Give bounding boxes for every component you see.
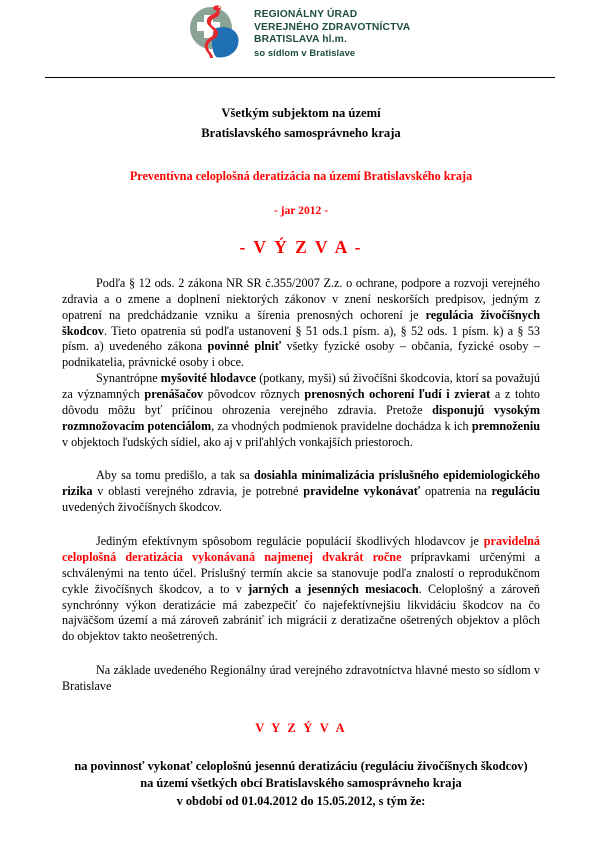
org-line-3: BRATISLAVA hl.m.: [254, 34, 347, 46]
p2-bold3: prenosných ochorení ľudí i zvierat: [304, 387, 491, 402]
org-line-2: VEREJNÉHO ZDRAVOTNÍCTVA: [254, 21, 411, 33]
p1-seg2: . Tieto opatrenia sú podľa ustanovení § 51 ods.1 písm. a), § 52 ods. 1 písm. k) a § 53 písm. a) uvedeného zákona: [62, 323, 540, 354]
p1-bold1: regulácia živočíšnych škodcov: [62, 307, 540, 338]
p1-bold2: povinné plniť: [207, 339, 282, 354]
p4-bold1: jarných a jesenných mesiacoch: [248, 581, 419, 596]
p2-seg4: a z tohto dôvodu môžu byť príčinou ohrozenia verejného zdravia. Pretože: [62, 387, 541, 417]
paragraph-rodents: [62, 371, 540, 450]
document-title: Preventívna celoplošná deratizácia na území Bratislavského kraja: [129, 169, 473, 184]
paragraph-authority: Na základe uvedeného Regionálny úrad verejného zdravotníctva hlavné mesto so sídlom v Bratislave: [62, 663, 540, 693]
p3-bold3: reguláciu: [491, 484, 541, 499]
p2-seg1: Synantrópne: [96, 371, 161, 386]
document-subtitle: - jar 2012 -: [273, 204, 329, 218]
paragraph-legal-basis: [62, 276, 540, 371]
document-body: [62, 96, 540, 811]
p2-seg6: v objektoch ľudských sídiel, ako aj v priľahlých vonkajších priestoroch.: [62, 434, 413, 449]
org-line-4: so sídlom v Bratislave: [254, 46, 356, 58]
p3-seg3: opatrenia na: [420, 484, 492, 499]
p3-bold2: pravidelne vykonávať: [303, 484, 421, 499]
p2-bold4: disponujú vysokým rozmnožovacím potenciálom: [62, 402, 540, 433]
p2-seg3: pôvodcov rôznych: [203, 387, 305, 402]
paragraph-method: [62, 534, 540, 645]
heading-vyzva: - V Ý Z V A -: [239, 237, 363, 258]
p4-seg3: . Celoplošný a zároveň synchrónny výkon deratizácie má zabezpečiť čo najefektívnejšiu likvidáciu škodcov na čo najväčšom území a má zároveň zabrániť ich migrácii z deratizačne ošetrených objektov a plôch do objektov takto neošetrených.: [62, 581, 541, 644]
p2-seg5: , za vhodných podmienok pravidelne dochádza k ich: [211, 418, 472, 433]
closing-block: [62, 758, 540, 811]
closing-line-3: v období od 01.04.2012 do 15.05.2012, s tým že:: [176, 794, 426, 809]
addressee-line-2: Bratislavského samosprávneho kraja: [201, 125, 401, 140]
p3-bold1: dosiahla minimalizácia príslušného epidemiologického rizika: [62, 468, 540, 499]
p3-seg1: Aby sa tomu predišlo, a tak sa: [96, 468, 254, 483]
p2-bold5: premnoženiu: [471, 418, 541, 433]
p4-red1: pravidelná celoplošná deratizácia vykonávaná najmenej dvakrát ročne: [62, 534, 540, 564]
addressee-line-1: Všetkým subjektom na území: [221, 106, 381, 120]
org-name-block: [254, 4, 410, 58]
p2-bold1: myšovité hlodavce: [160, 371, 257, 386]
p2-seg2: (potkany, myši) sú živočíšni škodcovia, ktorí sa považujú za významných: [62, 371, 541, 402]
p2-bold2: prenášačov: [144, 387, 204, 402]
org-line-1: REGIONÁLNY ÚRAD: [254, 9, 358, 20]
ruvz-bratislava-logo: [186, 4, 244, 62]
paragraph-prevention: [62, 468, 540, 516]
addressee-block: [62, 104, 540, 143]
p4-seg2: prípravkami určenými a schválenými na tento účel. Príslušný termín akcie sa stanovuje podľa znalostí o reprodukčnom cykle živočíšnych škodcov, a to v: [62, 549, 540, 596]
closing-line-2: na území všetkých obcí Bratislavského samosprávneho kraja: [140, 776, 462, 791]
closing-line-1: na povinnosť vykonať celoplošnú jesennú deratizáciu (reguláciu živočíšnych škodcov): [74, 758, 528, 773]
p3-seg4: uvedených živočíšnych škodcov.: [62, 500, 222, 515]
letterhead: [0, 0, 600, 68]
p1-seg1: Podľa § 12 ods. 2 zákona NR SR č.355/2007 Z.z. o ochrane, podpore a rozvoji verejného zdravia a o zmene a doplnení niektorých zákonov v znení neskorších predpisov, jedným z opatrení na predchádzanie vzniku a šírenia prenosných ochorení je: [62, 276, 540, 322]
heading-vyzyva: V Y Z Ý V A: [255, 720, 347, 735]
p3-seg2: v oblasti verejného zdravia, je potrebné: [92, 484, 304, 499]
header-divider: [45, 77, 555, 78]
p4-seg1: Jediným efektívnym spôsobom regulácie populácií škodlivých hlodavcov je: [96, 534, 484, 549]
p1-seg3: všetky fyzické osoby – občania, fyzické osoby – podnikatelia, právnické osoby i obce.: [62, 339, 541, 370]
